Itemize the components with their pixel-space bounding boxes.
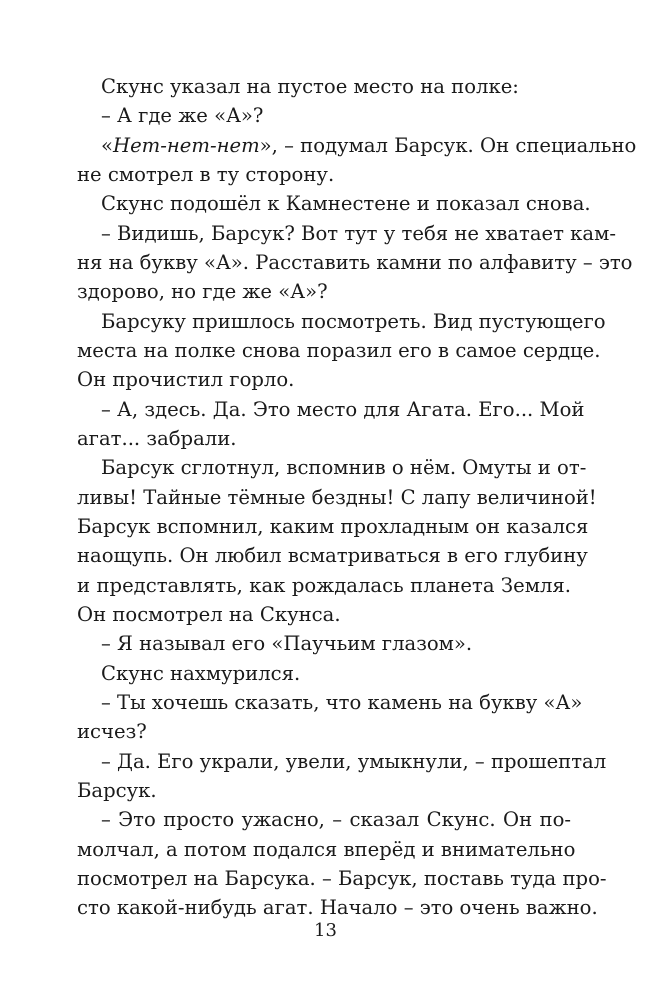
text-line: места на полке снова поразил его в самое сердце. — [77, 338, 601, 362]
text-line: Барсуку пришлось посмотреть. Вид пустующего — [101, 309, 606, 333]
text-line — [77, 131, 637, 160]
text-line: посмотрел на Барсука. – Барсук, поставь туда про- — [77, 866, 607, 890]
text-line: Он прочистил горло. — [77, 368, 295, 392]
text-line: здорово, но где же «А»? — [77, 280, 328, 304]
text-line: молчал, а потом подался вперёд и внимательно — [77, 837, 576, 861]
text-line: ливы! Тайные тёмные бездны! С лапу величиной! — [77, 485, 597, 509]
italic-text: Нет-нет-нет — [113, 133, 260, 157]
text-line: Барсук. — [77, 778, 157, 802]
text-line: Скунс нахмурился. — [101, 661, 301, 685]
text-line: и представлять, как рождалась планета Земля. — [77, 573, 571, 597]
text-line: ня на букву «А». Расставить камни по алфавиту – это — [77, 250, 633, 274]
text-line: – Видишь, Барсук? Вот тут у тебя не хватает кам- — [101, 221, 616, 245]
text-line: Он посмотрел на Скунса. — [77, 602, 341, 626]
text-line: – Я называл его «Паучьим глазом». — [101, 632, 473, 656]
page-number: 13 — [314, 920, 337, 941]
text-span: », – подумал Барсук. Он специально — [259, 133, 637, 157]
text-span: « — [101, 133, 113, 157]
text-line: – Да. Его украли, увели, умыкнули, – прошептал — [101, 749, 607, 773]
text-line: агат... забрали. — [77, 426, 237, 450]
text-line: – Ты хочешь сказать, что камень на букву «А» — [101, 690, 583, 714]
text-line: – А где же «А»? — [101, 104, 264, 128]
text-line: Скунс указал на пустое место на полке: — [101, 75, 519, 98]
text-line: исчез? — [77, 720, 147, 744]
body-text — [77, 72, 637, 923]
text-line: Скунс подошёл к Камнестене и показал снова. — [101, 192, 591, 216]
text-line: Барсук вспомнил, каким прохладным он казался — [77, 514, 589, 538]
text-line: Барсук сглотнул, вспомнив о нём. Омуты и от- — [101, 456, 587, 480]
text-line: – А, здесь. Да. Это место для Агата. Его... Мой — [101, 397, 585, 421]
text-line: сто какой-нибудь агат. Начало – это очень важно. — [77, 896, 598, 920]
text-line: наощупь. Он любил всматриваться в его глубину — [77, 544, 588, 568]
text-line: – Это просто ужасно, – сказал Скунс. Он по- — [101, 808, 571, 832]
text-line: не смотрел в ту сторону. — [77, 162, 335, 186]
